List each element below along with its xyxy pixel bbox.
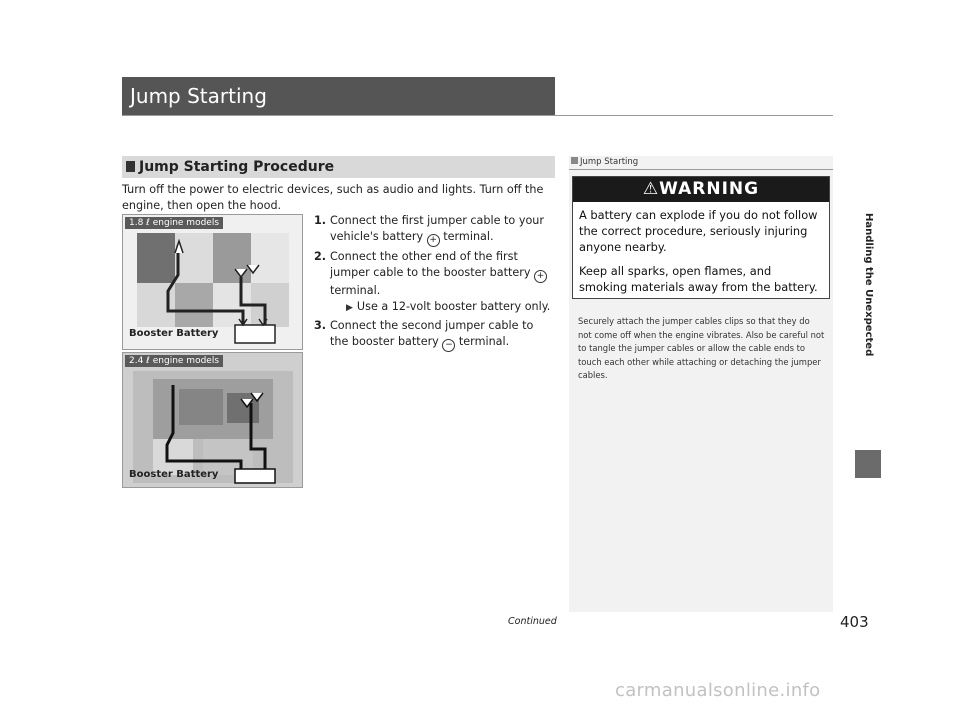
title-rule xyxy=(122,115,833,116)
figure-2-4-engine xyxy=(122,352,303,488)
procedure-steps xyxy=(314,213,554,354)
arrow-right-icon: ▶ xyxy=(346,303,353,313)
warning-box xyxy=(572,176,830,299)
chapter-tab-label: Handling the Unexpected xyxy=(863,213,874,357)
step-3 xyxy=(314,318,554,352)
figure-label: Booster Battery xyxy=(129,328,219,339)
section-heading xyxy=(122,156,555,178)
step-1 xyxy=(314,213,554,247)
step-number: 3. xyxy=(314,319,327,332)
figure-label: Booster Battery xyxy=(129,469,219,480)
section-title: Jump Starting Procedure xyxy=(139,159,335,175)
continued-label: Continued xyxy=(508,616,557,627)
intro-paragraph: Turn off the power to electric devices, such as audio and lights. Turn off the engine, then open the hood. xyxy=(122,183,544,212)
chapter-tab-marker xyxy=(855,450,881,478)
sidebar-ref-title: Jump Starting xyxy=(580,157,639,167)
page-title: Jump Starting xyxy=(122,77,555,115)
positive-terminal-icon: + xyxy=(534,270,547,283)
page-number: 403 xyxy=(840,613,869,631)
warning-paragraph-2: Keep all sparks, open flames, and smoking materials away from the battery. xyxy=(579,264,818,294)
section-square-icon xyxy=(126,161,135,172)
warning-paragraph-1: A battery can explode if you do not follow the correct procedure, seriously injuring anyone nearby. xyxy=(579,208,818,254)
figure-1-8-engine xyxy=(122,214,303,350)
step-number: 2. xyxy=(314,250,327,263)
reference-icon xyxy=(571,157,578,164)
warning-body xyxy=(573,202,829,308)
step-text-end: terminal. xyxy=(330,284,381,297)
step-text: Connect the first jumper cable to your vehicle's battery xyxy=(330,214,544,243)
engine-diagram-2 xyxy=(123,353,302,487)
warning-title: WARNING xyxy=(659,179,760,199)
step-2 xyxy=(314,249,554,316)
warning-triangle-icon: ⚠ xyxy=(642,179,660,199)
sidebar-reference xyxy=(571,157,638,167)
step-text-end: terminal. xyxy=(439,230,494,243)
sidebar-rule xyxy=(569,169,833,170)
step-text-end: terminal. xyxy=(455,335,510,348)
step-text: Connect the other end of the first jumper cable to the booster battery xyxy=(330,250,535,279)
step-number: 1. xyxy=(314,214,327,227)
step-text: Connect the second jumper cable to the booster battery xyxy=(330,319,534,348)
warning-header xyxy=(573,177,829,202)
positive-terminal-icon: + xyxy=(427,234,440,247)
substep xyxy=(330,299,554,316)
sidebar-note: Securely attach the jumper cables clips so that they do not come off when the engine vibrates. Also be careful not to tangle the jumper cables or allow the cable ends to touch each other while attaching or detaching the jumper cables. xyxy=(578,316,825,380)
figure-tag: 1.8 ℓ engine models xyxy=(125,217,223,229)
substep-text: Use a 12-volt booster battery only. xyxy=(356,300,551,313)
negative-terminal-icon: − xyxy=(442,339,455,352)
figure-tag: 2.4 ℓ engine models xyxy=(125,355,223,367)
watermark: carmanualsonline.info xyxy=(615,680,821,701)
